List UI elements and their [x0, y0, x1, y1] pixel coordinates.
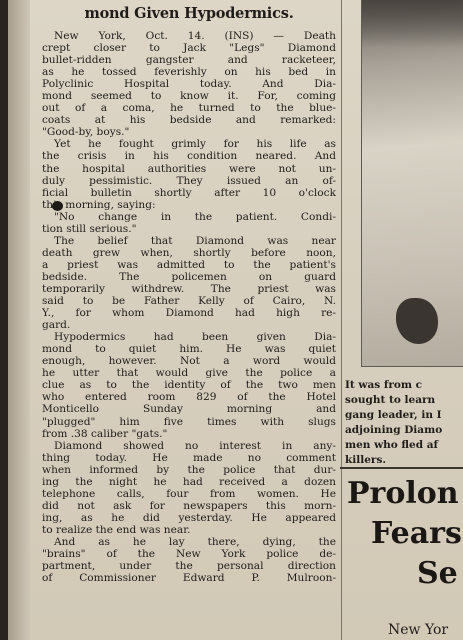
- article-line: Hypodermics had been given Dia-: [54, 331, 336, 344]
- article-line: "brains" of the New York police de-: [42, 548, 336, 561]
- column-divider: [341, 0, 342, 640]
- article-line: And as he lay there, dying, the: [54, 535, 336, 548]
- article-line: ing the night he had received a dozen: [42, 475, 336, 488]
- article-line: a priest was admitted to the patient's: [42, 258, 336, 271]
- headline-line: Prolon: [347, 476, 459, 511]
- article-line: who entered room 829 of the Hotel: [42, 391, 336, 404]
- article-line: Yet he fought grimly for his life as: [54, 138, 336, 151]
- article-line: bullet-ridden gangster and racketeer,: [42, 54, 336, 67]
- secondary-dateline: New Yor: [388, 622, 449, 638]
- photo-dark-shape: [396, 298, 438, 344]
- article-line: "plugged" him five times with slugs: [42, 415, 336, 428]
- article-line: New York, Oct. 14. (INS) — Death: [54, 30, 336, 42]
- article-line: crept closer to Jack "Legs" Diamond: [42, 42, 336, 55]
- article-line: partment, under the personal direction: [42, 560, 336, 573]
- caption-line: adjoining Diamo: [345, 424, 443, 436]
- article-line: did not ask for newspapers this morn-: [42, 499, 336, 512]
- article-line: enough, however. Not a word would: [42, 355, 336, 368]
- article-line: telephone calls, four from women. He: [42, 487, 336, 500]
- article-line: clue as to the identity of the two men: [42, 379, 336, 392]
- article-line: bedside. The policemen on guard: [42, 270, 336, 283]
- page-edge-shadow: [8, 0, 30, 640]
- article-line: Y., for whom Diamond had high re-: [42, 307, 336, 320]
- photo-caption: [345, 378, 463, 468]
- caption-line: It was from c: [345, 379, 423, 391]
- section-rule: [340, 467, 463, 469]
- article-line: of Commissioner Edward P. Mulroon-: [42, 572, 336, 585]
- article-line: the crisis in his condition neared. And: [42, 150, 336, 163]
- caption-line: sought to learn: [345, 394, 436, 406]
- article-line: coats at his bedside and remarked:: [42, 114, 336, 127]
- article-line: death grew when, shortly before noon,: [42, 246, 336, 259]
- secondary-headline: [347, 474, 463, 594]
- article-line: gard.: [42, 319, 71, 332]
- article-line: ing, as he did yesterday. He appeared: [42, 511, 336, 524]
- article-line: tion still serious.": [42, 222, 137, 235]
- article-line: mond to quiet him. He was quiet: [42, 343, 336, 356]
- article-line: as he tossed feverishly on his bed in: [42, 66, 336, 79]
- article-line: temporarily withdrew. The priest was: [42, 282, 336, 295]
- article-line: mond seemed to know it. For, coming: [42, 90, 336, 103]
- article-body: [42, 30, 336, 584]
- article-line: "Good-by, boys.": [42, 126, 130, 139]
- article-line: said to be Father Kelly of Cairo, N.: [42, 295, 336, 308]
- article-line: Monticello Sunday morning and: [42, 403, 336, 416]
- article-line: the hospital authorities were not un-: [42, 162, 336, 175]
- article-line: duly pessimistic. They issued an of-: [42, 174, 336, 187]
- article-line: he utter that would give the police a: [42, 367, 336, 380]
- caption-line: gang leader, in I: [345, 409, 442, 421]
- article-line: Diamond showed no interest in any-: [54, 439, 336, 452]
- article-line: this morning, saying:: [42, 198, 156, 211]
- article-column: [42, 0, 336, 584]
- article-line: ficial bulletin shortly after 10 o'clock: [42, 186, 336, 199]
- news-photo: [361, 0, 463, 367]
- photo-dark-top: [362, 0, 463, 48]
- article-line: thing today. He made no comment: [42, 451, 336, 464]
- article-headline: mond Given Hypodermics.: [84, 5, 294, 22]
- caption-line: men who fled af: [345, 439, 439, 451]
- article-line: The belief that Diamond was near: [54, 234, 336, 247]
- article-line: out of a coma, he turned to the blue-: [42, 102, 336, 115]
- caption-line: killers.: [345, 454, 387, 466]
- article-line: to realize the end was near.: [42, 523, 191, 536]
- article-line: "No change in the patient. Condi-: [54, 210, 336, 223]
- headline-line: Se: [417, 556, 458, 591]
- article-line: from .38 caliber "gats.": [42, 427, 168, 440]
- headline-line: Fears: [371, 516, 462, 551]
- article-line: when informed by the police that dur-: [42, 463, 336, 476]
- article-line: Polyclinic Hospital today. And Dia-: [42, 78, 336, 91]
